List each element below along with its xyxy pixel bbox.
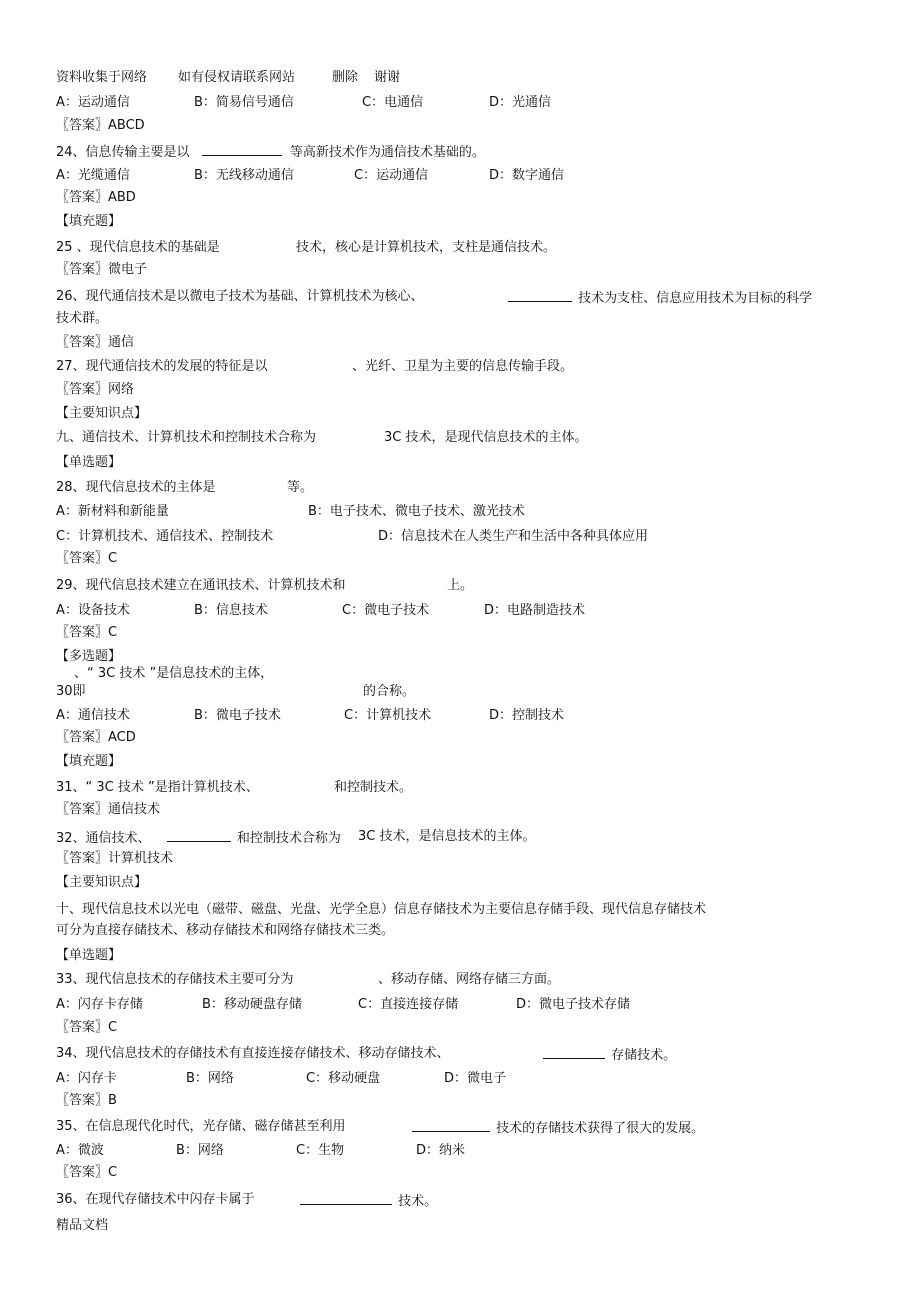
question-26-rest [508, 289, 812, 307]
answer: 〖答案〗C [56, 1165, 118, 1180]
section-tag: 【主要知识点】 [56, 875, 148, 890]
option-b: B：网络 [176, 1143, 224, 1158]
answer: 〖答案〗C [56, 1020, 118, 1035]
knowledge-point: 十、现代信息技术以光电（磁带、磁盘、光盘、光学全息）信息存储技术为主要信息存储手段、现代信息存储技术 [56, 902, 707, 917]
section-tag: 【单选题】 [56, 455, 122, 470]
option-b: B：微电子技术 [194, 708, 281, 723]
answer-blank [167, 829, 231, 842]
question-36: 36、在现代存储技术中闪存卡属于 [56, 1192, 255, 1207]
option-d: D：信息技术在人类生产和生活中各种具体应用 [378, 529, 649, 544]
question-25 [56, 240, 220, 256]
answer-blank [508, 289, 572, 302]
option-c: C：计算机技术 [344, 708, 432, 723]
question-text: 、移动存储、网络存储三方面。 [378, 972, 561, 987]
option-a: A：微波 [56, 1143, 104, 1158]
option-c: C：微电子技术 [342, 603, 430, 618]
answer: 〖答案〗网络 [56, 382, 135, 397]
question-number: 30即 [56, 684, 86, 699]
question-28: 28、现代信息技术的主体是 [56, 480, 216, 495]
question-text: 等。 [287, 480, 314, 495]
option-b: B：网络 [186, 1071, 234, 1086]
option-d: D：微电子技术存储 [516, 997, 631, 1012]
answer: 〖答案〗C [56, 551, 118, 566]
option-c: C：计算机技术、通信技术、控制技术 [56, 529, 274, 544]
section-tag: 【填充题】 [56, 754, 122, 769]
option-b: B：移动硬盘存储 [202, 997, 302, 1012]
answer: 〖答案〗ACD [56, 730, 136, 745]
question-text: 等高新技术作为通信技术基础的。 [289, 145, 485, 160]
footer-text: 精品文档 [56, 1218, 109, 1233]
option-b: B：简易信号通信 [194, 95, 294, 110]
option-a: A：设备技术 [56, 603, 130, 618]
option-b: B：无线移动通信 [194, 168, 294, 183]
question-24 [56, 143, 485, 161]
question-text: 32、通信技术、 [56, 831, 151, 846]
question-29: 29、现代信息技术建立在通讯技术、计算机技术和 [56, 578, 346, 593]
header-delete: 删除 [332, 70, 359, 85]
question-text: 、光纤、卫星为主要的信息传输手段。 [352, 359, 574, 374]
option-c: C：运动通信 [354, 168, 429, 183]
header-source: 资料收集于网络 [56, 70, 148, 85]
question-35: 35、在信息现代化时代，光存储、磁存储甚至利用 [56, 1119, 346, 1134]
answer: 〖答案〗计算机技术 [56, 851, 174, 866]
question-36-rest [300, 1192, 437, 1210]
question-27: 27、现代通信技术的发展的特征是以 [56, 359, 268, 374]
answer: 〖答案〗C [56, 625, 118, 640]
option-d: D：微电子 [444, 1071, 507, 1086]
question-text: 3C 技术，是信息技术的主体。 [358, 829, 536, 844]
option-a: A：新材料和新能量 [56, 504, 169, 519]
question-text: 上。 [447, 578, 474, 593]
option-c: C：移动硬盘 [306, 1071, 381, 1086]
answer-blank [412, 1119, 490, 1132]
question-text: 和控制技术合称为 [236, 831, 341, 846]
question-text: 存储技术。 [611, 1048, 677, 1063]
option-d: D：光通信 [489, 95, 552, 110]
question-30: 、“ 3C 技术 ”是信息技术的主体， [74, 666, 274, 681]
answer: 〖答案〗通信 [56, 335, 135, 350]
section-tag: 【单选题】 [56, 948, 122, 963]
option-d: D：电路制造技术 [484, 603, 586, 618]
option-a: A：通信技术 [56, 708, 130, 723]
question-35-rest [412, 1119, 704, 1137]
option-c: C：电通信 [362, 95, 424, 110]
header-copyright: 如有侵权请联系网站 [178, 70, 296, 85]
option-a: A：闪存卡 [56, 1071, 117, 1086]
option-d: D：纳米 [416, 1143, 466, 1158]
answer-blank [202, 143, 282, 156]
section-tag: 【填充题】 [56, 214, 122, 229]
option-d: D：数字通信 [489, 168, 565, 183]
question-text: 技术的存储技术获得了很大的发展。 [496, 1121, 705, 1136]
question-text: 和控制技术。 [334, 780, 413, 795]
section-tag: 【多选题】 [56, 649, 122, 664]
option-c: C：直接连接存储 [358, 997, 459, 1012]
question-text: 技术群。 [56, 311, 109, 326]
option-a: A：光缆通信 [56, 168, 130, 183]
question-text: 技术为支柱、信息应用技术为目标的科学 [578, 291, 813, 306]
question-text: 的合称。 [363, 684, 416, 699]
knowledge-point: 九、通信技术、计算机技术和控制技术合称为 [56, 430, 317, 445]
answer-blank [300, 1192, 392, 1205]
answer-blank [543, 1046, 605, 1059]
option-c: C：生物 [296, 1143, 345, 1158]
question-31: 31、“ 3C 技术 ”是指计算机技术、 [56, 780, 259, 795]
question-26: 26、现代通信技术是以微电子技术为基础、计算机技术为核心、 [56, 289, 424, 304]
question-text: 技术，核心是计算机技术，支柱是通信技术。 [296, 240, 557, 255]
section-tag: 【主要知识点】 [56, 406, 148, 421]
question-32 [56, 829, 341, 847]
option-d: D：控制技术 [489, 708, 565, 723]
question-text: 24、信息传输主要是以 [56, 145, 190, 160]
answer: 〖答案〗通信技术 [56, 802, 161, 817]
answer: 〖答案〗ABCD [56, 118, 145, 133]
option-a: A：运动通信 [56, 95, 130, 110]
question-34: 34、现代信息技术的存储技术有直接连接存储技术、移动存储技术、 [56, 1046, 450, 1061]
answer: 〖答案〗微电子 [56, 262, 148, 277]
answer: 〖答案〗ABD [56, 190, 136, 205]
question-text: 技术。 [398, 1194, 438, 1209]
knowledge-point-rest: 3C 技术，是现代信息技术的主体。 [384, 430, 588, 445]
option-a: A：闪存卡存储 [56, 997, 143, 1012]
question-34-rest [543, 1046, 676, 1064]
answer: 〖答案〗B [56, 1093, 117, 1108]
option-b: B：信息技术 [194, 603, 268, 618]
question-text: 25 、现代信息技术的基础是 [56, 240, 220, 255]
header-thanks: 谢谢 [374, 70, 401, 85]
knowledge-point: 可分为直接存储技术、移动存储技术和网络存储技术三类。 [56, 923, 395, 938]
option-b: B：电子技术、微电子技术、激光技术 [308, 504, 525, 519]
question-33: 33、现代信息技术的存储技术主要可分为 [56, 972, 294, 987]
